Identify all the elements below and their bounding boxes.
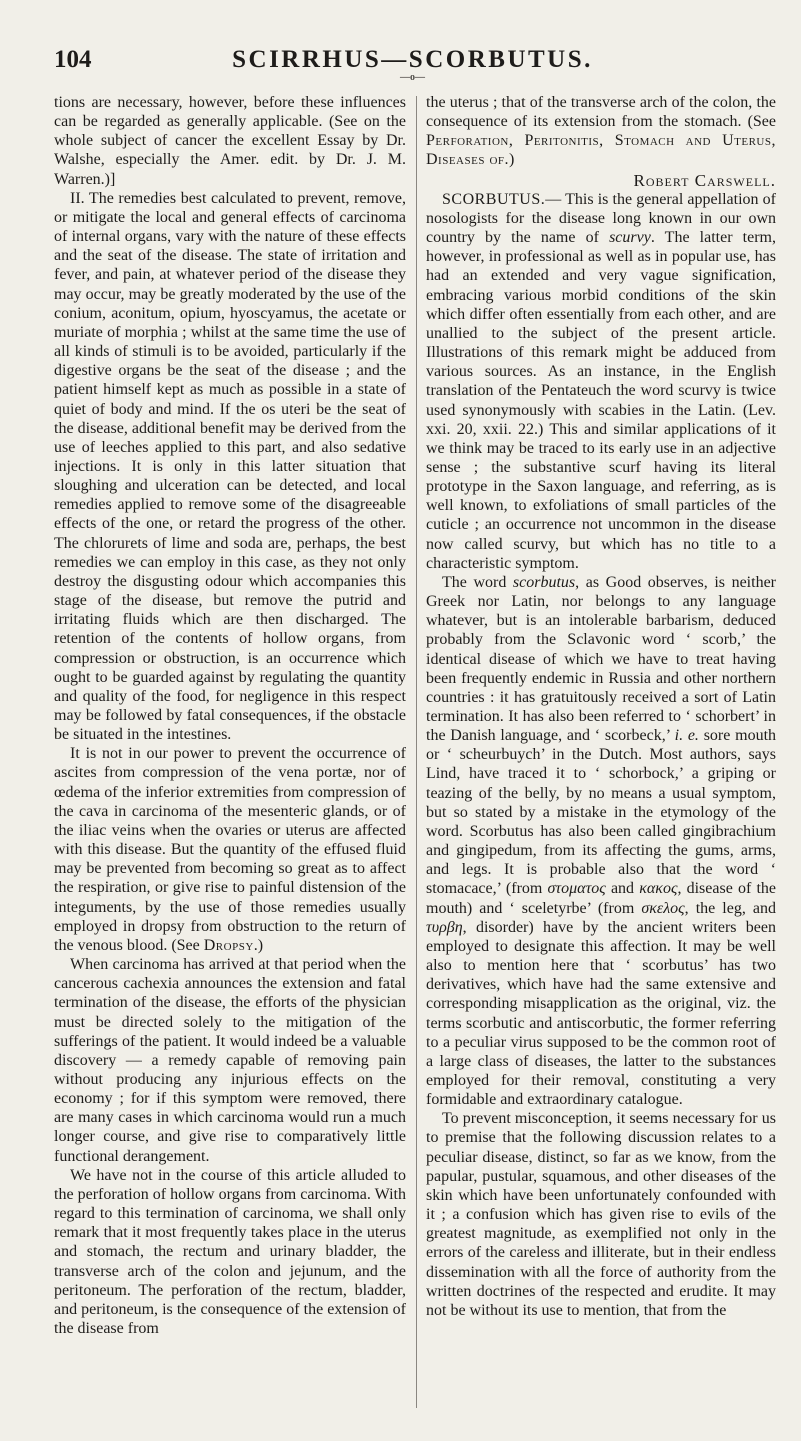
greek-term: σκελος xyxy=(641,899,685,917)
greek-term: τυρβη xyxy=(426,918,463,936)
paragraph: When carcinoma has arrived at that period when the cancerous cachexia announces the extension and fatal termination of the disease, the efforts of the physician must be directed solely to the mitigation of the sufferings of the patient. It would indeed be a valuable discovery — a remedy capable of removing pain without producing any injurious effects on the economy ; for if this symptom were removed, there are many cases in which carcinoma would run a much longer course, and give rise to comparatively little functional derangement. xyxy=(54,956,406,1165)
greek-term: στοματος xyxy=(547,880,606,898)
paragraph xyxy=(426,93,776,170)
paragraph-text: , the leg, and xyxy=(684,899,776,917)
paragraph xyxy=(426,573,776,1109)
header-ornament: —o— xyxy=(400,72,425,83)
paragraph-text: — This is the general appellation of nosologists for the disease long known in our own country by the name of xyxy=(426,190,776,247)
paragraph-text: ) xyxy=(509,151,515,169)
page-header xyxy=(54,46,771,83)
paragraph-text: sore mouth or ‘ scheurbuych’ in the Dutch. Most authors, says Lind, have traced it to ‘ schorbock,’ a griping or teazing of the belly, by no means a usual symptom, but so stated by a mistake in the etymology of the word. Scorbutus has also been called gingibrachium and gingipedum, from its affecting the gums, arms, and legs. It is probable also that the word ‘ stomacace,’ (from xyxy=(426,727,777,898)
paragraph-text: . The latter term, however, in professional as well as in popular use, has had an extended and very vague signification, embracing various morbid conditions of the skin which differ often essentially from each other, and are unallied to the subject of the present article. Illustrations of this remark might be adduced from various sources. As an instance, in the English translation of the Pentateuch the word scurvy is twice used synonymously with scabies in the Latin. (Lev. xxi. 20, xxii. 22.) This and similar applications of it we think may be traced to its early use in an adjective sense ; the substantive scurf having its literal prototype in the Saxon language, and referring, as is well known, to exfoliations of small particles of the cuticle ; an occurrence not uncommon in the disease now called scurvy, but which has no title to a characteristic symptom. xyxy=(426,229,776,572)
italic-term: i. e. xyxy=(674,727,699,745)
paragraph-text: .) xyxy=(253,936,264,954)
paragraph-text: , as Good observes, is neither Greek nor Latin, nor belongs to any language whatever, but is an intolerable barbarism, deduced probably from the Sclavonic word ‘ scorb,’ the identical disease of which we have to treat having been frequently endemic in Russia and other northern countries : it has gratuitously received a sort of Latin termination. It has also been referred to ‘ schorbert’ in the Danish language, and ‘ scorbeck,’ xyxy=(426,573,776,745)
greek-term: κακος xyxy=(639,880,678,898)
cross-reference: Perforation, Peritonitis, Stomach and Uterus, Diseases of. xyxy=(426,132,776,169)
paragraph xyxy=(54,744,406,955)
page-number: 104 xyxy=(54,46,92,73)
paragraph xyxy=(426,190,776,573)
column-divider xyxy=(416,96,417,1408)
left-column xyxy=(54,93,406,1338)
paragraph-text: and xyxy=(610,880,635,898)
paragraph-text: The word xyxy=(442,573,507,591)
paragraph-text: , disease of the mouth) and ‘ sceletyrbe’ (from xyxy=(426,880,776,917)
author-signature: Robert Carswell. xyxy=(633,170,776,190)
italic-term: scurvy xyxy=(609,229,651,247)
article-headword: SCORBUTUS. xyxy=(442,190,546,208)
cross-reference: Dropsy xyxy=(203,936,254,954)
paragraph: We have not in the course of this article alluded to the perforation of hollow organs from carcinoma. With regard to this termination of carcinoma, we shall only remark that it most frequently takes place in the uterus and stomach, the rectum and urinary bladder, the transverse arch of the colon and jejunum, and the peritoneum. The perforation of the rectum, bladder, and peritoneum, is the consequence of the extension of the disease from xyxy=(54,1166,406,1337)
paragraph-text: , disorder) have by the ancient writers been employed to designate this affection. It may be well also to mention here that ‘ scorbutus’ has two derivatives, which have had the same extensive and corresponding misapplication as the original, viz. the terms scorbutic and antiscorbutic, the former referring to a peculiar virus supposed to be the common root of a large class of diseases, the latter to the substances employed for their removal, constituting a very formidable and extraordinary catalogue. xyxy=(426,918,776,1109)
paragraph: tions are necessary, however, before these influences can be regarded as generally applicable. (See on the whole subject of cancer the excellent Essay by Dr. Walshe, especially the Amer. edit. by Dr. J. M. Warren.)] xyxy=(54,94,406,188)
right-column xyxy=(426,93,776,1320)
paragraph-text: the uterus ; that of the transverse arch of the colon, the consequence of its extension from the stomach. (See xyxy=(426,94,776,131)
italic-term: scorbutus xyxy=(512,573,576,591)
running-head: SCIRRHUS—SCORBUTUS. xyxy=(232,46,593,73)
paragraph-text: It is not in our power to prevent the occurrence of ascites from compression of the vena portæ, nor of œdema of the inferior extremities from compression of the cava in carcinoma of the mesenteric glands, or of the iliac veins when the ovaries or uterus are affected with this disease. But the quantity of the effused fluid may be prevented from becoming so great as to affect the respiration, or give rise to painful distension of the integuments, by the use of those remedies usually employed in dropsy from obstruction to the return of the venous blood. (See xyxy=(54,745,406,954)
paragraph: II. The remedies best calculated to prevent, remove, or mitigate the local and general effects of carcinoma of internal organs, vary with the nature of these effects and the seat of the disease. The state of irritation and fever, and pain, at whatever period of the disease they may occur, may be greatly moderated by the use of the conium, aconitum, opium, hyoscyamus, the acetate or muriate of morphia ; whilst at the same time the use of all kinds of stimuli is to be avoided, particularly if the digestive organs be the seat of the disease ; and the patient himself kept as much as possible in a state of quiet of body and mind. If the os uteri be the seat of the disease, additional benefit may be derived from the use of leeches applied to this part, and also sedative injections. It is only in this latter situation that sloughing and ulceration can be detected, and local remedies applied to remove some of the disagreeable effects of the one, or retard the progress of the other. The chlorurets of lime and soda are, perhaps, the best remedies we can employ in this case, as they not only destroy the disgusting odour which accompanies this stage of the disease, but remove the putrid and irritating fluids which are then discharged. The retention of the contents of hollow organs, from compression or obstruction, is an occurrence which ought to be guarded against by regulating the quantity and quality of the food, for negligence in this respect may be followed by fatal consequences, if the obstacle be situated in the intestines. xyxy=(54,189,406,744)
paragraph: To prevent misconception, it seems necessary for us to premise that the following discussion relates to a peculiar disease, distinct, so far as we know, from the papular, pustular, squamous, and other diseases of the skin which have been unfortunately confounded with it ; a confusion which has given rise to evils of the greatest magnitude, as exemplified not only in the errors of the careless and illiterate, but in their endless dissemination with all the force of authority from the written doctrines of the respected and erudite. It may not be without its use to mention, that from the xyxy=(426,1110,776,1319)
